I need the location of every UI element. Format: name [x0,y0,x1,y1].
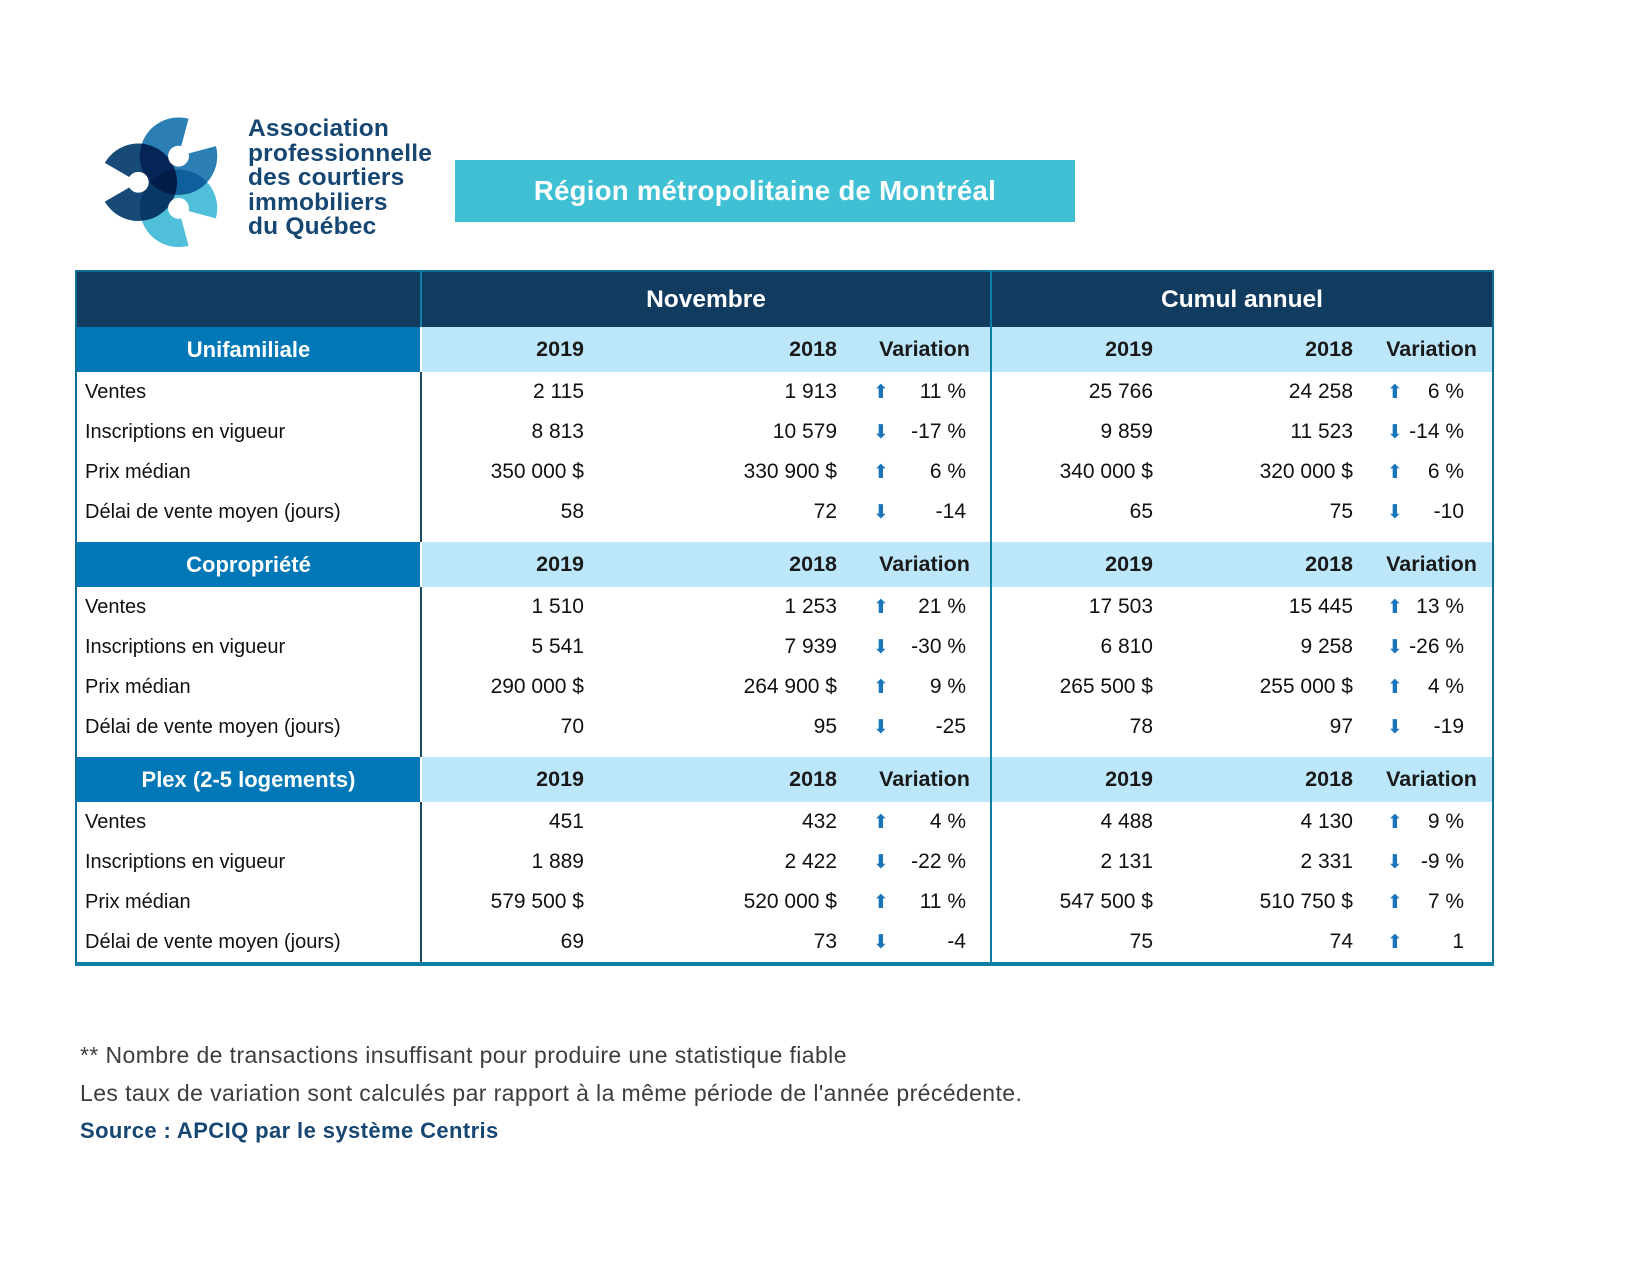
col-2018-header: 2018 [1181,757,1371,802]
trend-arrow-icon: ⬆ [1387,380,1403,403]
cum-variation-cell [1371,492,1493,532]
variation-value: -19 [1433,715,1465,738]
cum-2019-value: 75 [991,922,1181,964]
cum-2018-value: 74 [1181,922,1371,964]
row-label: Inscriptions en vigueur [76,412,421,452]
section-header-row [76,757,1493,802]
row-label: Prix médian [76,882,421,922]
trend-arrow-icon: ⬇ [873,420,889,443]
table-row [76,627,1493,667]
period-monthly-header: Novembre [421,271,991,327]
nov-2018-value: 1 253 [659,587,859,627]
col-variation-header: Variation [859,542,991,587]
trend-arrow-icon: ⬇ [873,715,889,738]
variation-value: -4 [947,930,966,953]
col-2019-header: 2019 [991,757,1181,802]
region-title: Région métropolitaine de Montréal [533,175,997,206]
nov-variation-cell [859,922,991,964]
col-2018-header: 2018 [1181,542,1371,587]
nov-2019-value: 579 500 $ [421,882,659,922]
col-variation-header: Variation [1371,757,1493,802]
trend-arrow-icon: ⬇ [1387,850,1403,873]
variation-value: -14 [935,500,966,523]
nov-2018-value: 2 422 [659,842,859,882]
variation-value: -26 % [1409,635,1465,658]
corner-cell [76,271,421,327]
trend-arrow-icon: ⬆ [873,675,889,698]
col-variation-header: Variation [859,757,991,802]
cum-variation-cell [1371,667,1493,707]
trend-arrow-icon: ⬇ [873,500,889,523]
nov-variation-cell [859,412,991,452]
table-row [76,882,1493,922]
region-banner [455,160,1075,222]
org-name-line: Association [248,115,390,142]
cum-variation-cell [1371,707,1493,747]
cum-2019-value: 2 131 [991,842,1181,882]
trend-arrow-icon: ⬇ [873,850,889,873]
row-label: Prix médian [76,667,421,707]
cum-2019-value: 6 810 [991,627,1181,667]
col-variation-header: Variation [1371,327,1493,372]
section-title: Copropriété [76,542,421,587]
cum-variation-cell [1371,372,1493,412]
table-row [76,842,1493,882]
apciq-logo-icon [95,110,233,253]
cum-variation-cell [1371,922,1493,964]
variation-value: -22 % [911,850,966,873]
footnotes [80,1036,1022,1150]
table-row [76,452,1493,492]
variation-value: -10 [1433,500,1465,523]
trend-arrow-icon: ⬆ [1387,460,1403,483]
col-2019-header: 2019 [421,542,659,587]
cum-variation-cell [1371,452,1493,492]
nov-2018-value: 72 [659,492,859,532]
variation-value: 13 % [1416,595,1465,618]
nov-2019-value: 5 541 [421,627,659,667]
cum-2018-value: 15 445 [1181,587,1371,627]
nov-2019-value: 451 [421,802,659,842]
cum-2019-value: 4 488 [991,802,1181,842]
col-variation-header: Variation [1371,542,1493,587]
trend-arrow-icon: ⬇ [1387,635,1403,658]
cum-2018-value: 4 130 [1181,802,1371,842]
variation-value: 4 % [1427,675,1465,698]
row-label: Délai de vente moyen (jours) [76,922,421,964]
variation-value: 6 % [1427,460,1465,483]
cum-2018-value: 9 258 [1181,627,1371,667]
variation-value: -9 % [1420,850,1465,873]
section-spacer [76,532,1493,542]
trend-arrow-icon: ⬆ [873,810,889,833]
nov-2018-value: 7 939 [659,627,859,667]
trend-arrow-icon: ⬆ [873,460,889,483]
variation-value: 9 % [1427,810,1465,833]
col-2018-header: 2018 [659,757,859,802]
cum-variation-cell [1371,412,1493,452]
nov-variation-cell [859,882,991,922]
cum-2018-value: 97 [1181,707,1371,747]
cum-2019-value: 265 500 $ [991,667,1181,707]
variation-value: 1 [1452,930,1465,953]
row-label: Ventes [76,802,421,842]
nov-variation-cell [859,842,991,882]
trend-arrow-icon: ⬆ [1387,810,1403,833]
variation-value: 21 % [918,595,966,618]
nov-2019-value: 70 [421,707,659,747]
nov-variation-cell [859,372,991,412]
cum-2019-value: 25 766 [991,372,1181,412]
row-label: Ventes [76,372,421,412]
nov-2018-value: 95 [659,707,859,747]
cum-2019-value: 65 [991,492,1181,532]
footnote-variation-method: Les taux de variation sont calculés par rapport à la même période de l'année précédente. [80,1080,1023,1106]
col-2019-header: 2019 [421,757,659,802]
nov-variation-cell [859,587,991,627]
trend-arrow-icon: ⬇ [1387,420,1403,443]
nov-2019-value: 1 510 [421,587,659,627]
cum-2018-value: 320 000 $ [1181,452,1371,492]
trend-arrow-icon: ⬆ [1387,890,1403,913]
col-2018-header: 2018 [1181,327,1371,372]
table-row [76,922,1493,964]
table-row [76,707,1493,747]
trend-arrow-icon: ⬆ [1387,675,1403,698]
cum-variation-cell [1371,802,1493,842]
nov-2018-value: 330 900 $ [659,452,859,492]
trend-arrow-icon: ⬇ [1387,715,1403,738]
nov-2018-value: 264 900 $ [659,667,859,707]
variation-value: 11 % [919,380,966,403]
section-spacer [76,747,1493,757]
nov-2018-value: 1 913 [659,372,859,412]
section-header-row [76,542,1493,587]
row-label: Délai de vente moyen (jours) [76,492,421,532]
cum-2019-value: 547 500 $ [991,882,1181,922]
variation-value: 6 % [1427,380,1465,403]
variation-value: 7 % [1427,890,1465,913]
nov-variation-cell [859,452,991,492]
cum-2019-value: 17 503 [991,587,1181,627]
nov-2018-value: 73 [659,922,859,964]
org-name [248,117,432,240]
col-variation-header: Variation [859,327,991,372]
nov-variation-cell [859,492,991,532]
col-2019-header: 2019 [421,327,659,372]
period-header-row [76,271,1493,327]
variation-value: 6 % [929,460,966,483]
nov-2019-value: 2 115 [421,372,659,412]
trend-arrow-icon: ⬆ [1387,930,1403,953]
org-name-line: du Québec [248,213,377,240]
trend-arrow-icon: ⬇ [873,930,889,953]
cum-2019-value: 78 [991,707,1181,747]
nov-2019-value: 58 [421,492,659,532]
variation-value: -30 % [911,635,966,658]
source-line: Source : APCIQ par le système Centris [80,1118,499,1143]
footnote-insufficient-transactions: ** Nombre de transactions insuffisant pour produire une statistique fiable [80,1042,847,1068]
cum-variation-cell [1371,842,1493,882]
nov-2019-value: 1 889 [421,842,659,882]
cum-2018-value: 75 [1181,492,1371,532]
variation-value: 4 % [929,810,966,833]
cum-variation-cell [1371,882,1493,922]
trend-arrow-icon: ⬆ [873,380,889,403]
cum-2018-value: 510 750 $ [1181,882,1371,922]
org-name-line: professionnelle [248,139,433,167]
variation-value: 11 % [919,890,966,913]
nov-variation-cell [859,627,991,667]
org-name-line: des courtiers [248,164,405,191]
table-row [76,412,1493,452]
table-row [76,667,1493,707]
cum-2019-value: 9 859 [991,412,1181,452]
row-label: Délai de vente moyen (jours) [76,707,421,747]
col-2019-header: 2019 [991,542,1181,587]
nov-2019-value: 350 000 $ [421,452,659,492]
variation-value: -14 % [1409,420,1465,443]
nov-2018-value: 432 [659,802,859,842]
section-header-row [76,327,1493,372]
cum-2019-value: 340 000 $ [991,452,1181,492]
variation-value: 9 % [929,675,966,698]
col-2018-header: 2018 [659,327,859,372]
cum-2018-value: 24 258 [1181,372,1371,412]
cum-2018-value: 255 000 $ [1181,667,1371,707]
cum-variation-cell [1371,587,1493,627]
nov-variation-cell [859,667,991,707]
nov-2019-value: 290 000 $ [421,667,659,707]
nov-2018-value: 520 000 $ [659,882,859,922]
table-row [76,802,1493,842]
trend-arrow-icon: ⬇ [873,635,889,658]
trend-arrow-icon: ⬆ [873,595,889,618]
period-cumulative-header: Cumul annuel [991,271,1493,327]
stats-table [75,270,1494,966]
section-title: Plex (2-5 logements) [76,757,421,802]
col-2018-header: 2018 [659,542,859,587]
col-2019-header: 2019 [991,327,1181,372]
table-row [76,492,1493,532]
table-row [76,587,1493,627]
row-label: Ventes [76,587,421,627]
row-label: Prix médian [76,452,421,492]
cum-variation-cell [1371,627,1493,667]
nov-variation-cell [859,707,991,747]
row-label: Inscriptions en vigueur [76,627,421,667]
variation-value: -25 [935,715,966,738]
row-label: Inscriptions en vigueur [76,842,421,882]
table-row [76,372,1493,412]
cum-2018-value: 11 523 [1181,412,1371,452]
nov-2019-value: 8 813 [421,412,659,452]
nov-2019-value: 69 [421,922,659,964]
trend-arrow-icon: ⬇ [1387,500,1403,523]
nov-variation-cell [859,802,991,842]
org-name-line: immobiliers [248,188,388,216]
nov-2018-value: 10 579 [659,412,859,452]
section-title: Unifamiliale [76,327,421,372]
trend-arrow-icon: ⬆ [873,890,889,913]
variation-value: -17 % [911,420,966,443]
trend-arrow-icon: ⬆ [1387,595,1403,618]
cum-2018-value: 2 331 [1181,842,1371,882]
